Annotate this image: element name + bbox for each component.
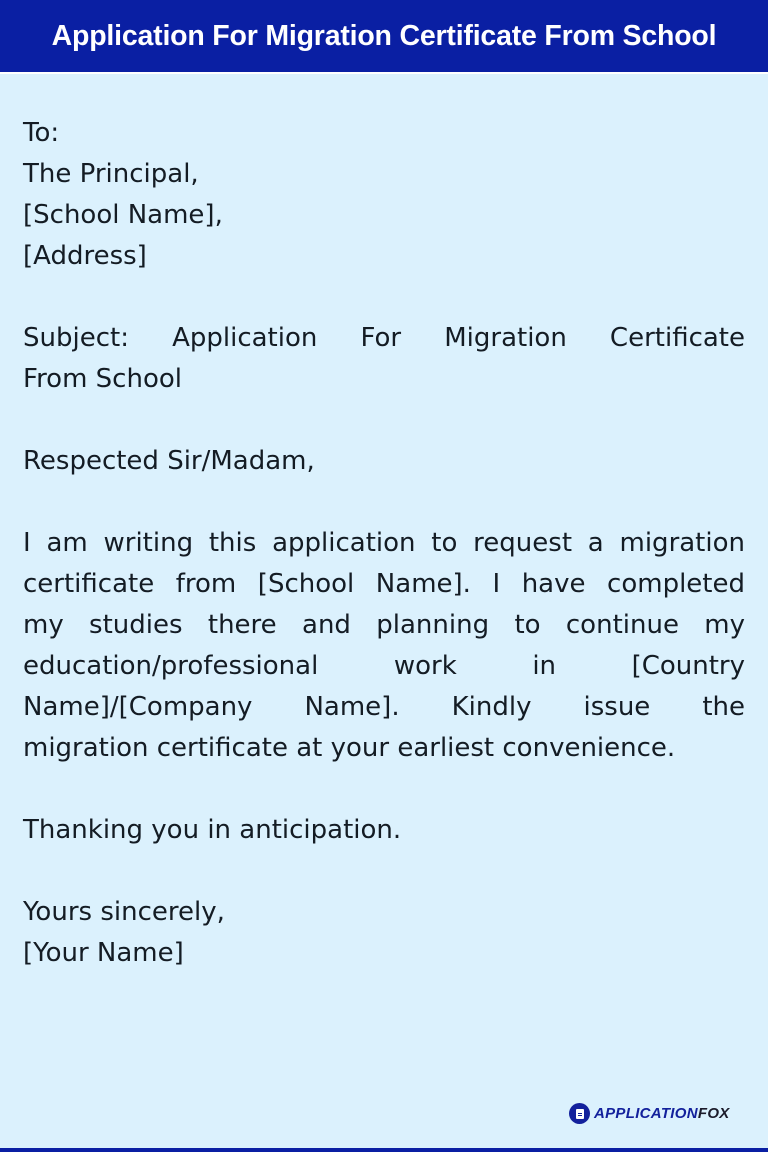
recipient-address: [23, 113, 745, 277]
school-address: [Address]: [23, 241, 147, 271]
page-title: Application For Migration Certificate From School: [51, 19, 717, 52]
applicationfox-logo: [569, 1103, 730, 1124]
recipient: The Principal,: [23, 159, 199, 189]
signoff: Yours sincerely,: [23, 897, 225, 927]
body-line: education/professional work in [Country: [23, 651, 745, 681]
body-line: my studies there and planning to continue my: [23, 610, 745, 640]
closing-thanks: [23, 810, 745, 851]
closing-thanks-text: Thanking you in anticipation.: [23, 815, 402, 845]
salutation-text: Respected Sir/Madam,: [23, 446, 315, 476]
body-line: I am writing this application to request a migration: [23, 528, 745, 558]
letter-body: [23, 113, 745, 974]
body-line: certificate from [School Name]. I have completed: [23, 569, 745, 599]
salutation: [23, 441, 745, 482]
signature-block: [23, 892, 745, 974]
body-line: migration certificate at your earliest convenience.: [23, 733, 676, 763]
subject-line-2: From School: [23, 364, 182, 394]
subject: [23, 318, 745, 400]
page-header: [0, 0, 768, 74]
bottom-border: [0, 1148, 768, 1152]
body-paragraph: [23, 523, 745, 769]
school-name: [School Name],: [23, 200, 223, 230]
subject-line-1: Subject: Application For Migration Certificate: [23, 323, 745, 353]
signature-name: [Your Name]: [23, 938, 184, 968]
to-label: To:: [23, 118, 60, 148]
logo-wordmark: APPLICATIONFOX: [594, 1105, 730, 1122]
body-line: Name]/[Company Name]. Kindly issue the: [23, 692, 745, 722]
document-icon: [569, 1103, 590, 1124]
